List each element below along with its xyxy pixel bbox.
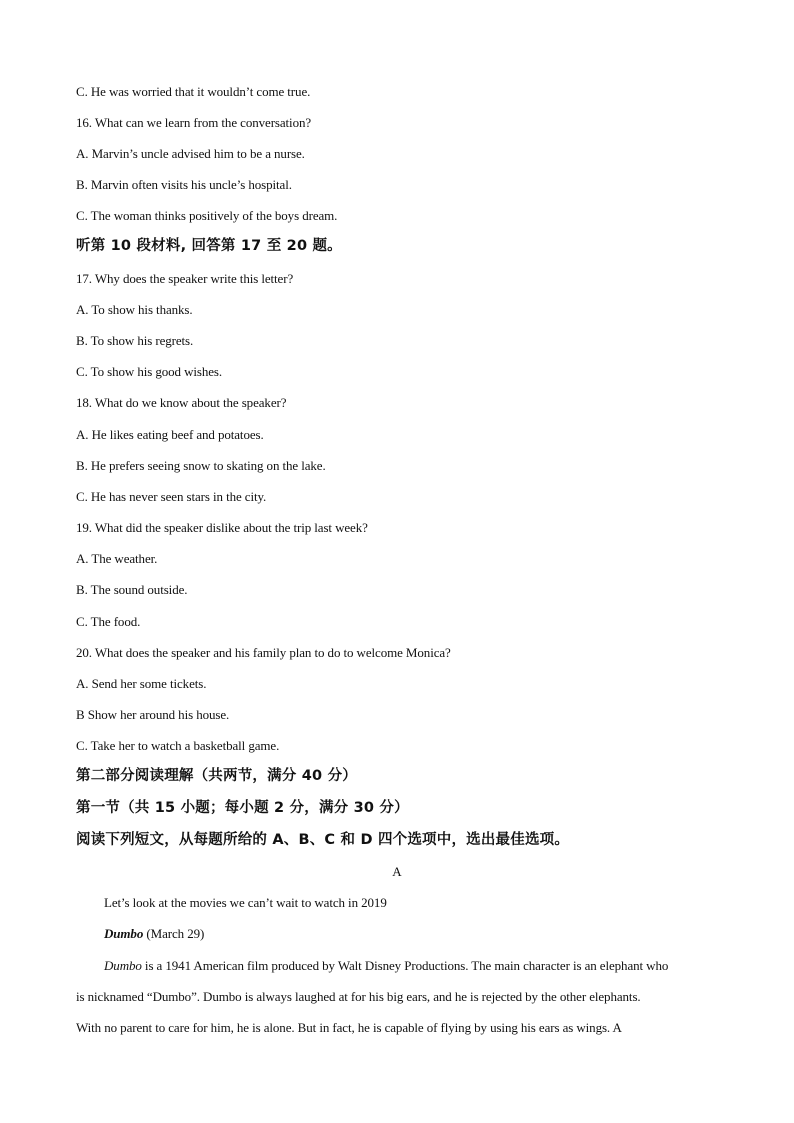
q19-option-a: A. The weather.	[76, 551, 158, 566]
question-19: 19. What did the speaker dislike about the trip last week?	[76, 520, 368, 535]
question-17: 17. Why does the speaker write this letter?	[76, 271, 294, 286]
q19-option-b: B. The sound outside.	[76, 582, 188, 597]
paragraph-movie-title: Dumbo	[104, 958, 142, 973]
q20-option-a: A. Send her some tickets.	[76, 676, 207, 691]
question-20: 20. What does the speaker and his family plan to do to welcome Monica?	[76, 645, 451, 660]
q16-option-c: C. The woman thinks positively of the boys dream.	[76, 208, 338, 223]
q20-option-c: C. Take her to watch a basketball game.	[76, 738, 280, 753]
q19-option-c: C. The food.	[76, 614, 141, 629]
passage-label: A	[392, 864, 402, 879]
q17-option-a: A. To show his thanks.	[76, 302, 193, 317]
movie-date: (March 29)	[143, 926, 205, 941]
question-16: 16. What can we learn from the conversation?	[76, 115, 312, 130]
q18-option-a: A. He likes eating beef and potatoes.	[76, 427, 264, 442]
paragraph-line-1: Dumbo is a 1941 American film produced by Walt Disney Productions. The main character is an elephant who	[104, 958, 669, 973]
paragraph-line-2: is nicknamed “Dumbo”. Dumbo is always laughed at for his big ears, and he is rejected by the other elephants.	[76, 989, 641, 1004]
q17-option-b: B. To show his regrets.	[76, 333, 194, 348]
paragraph-line-3: With no parent to care for him, he is alone. But in fact, he is capable of flying by using his ears as wings. A	[76, 1020, 622, 1035]
reading-instructions: 阅读下列短文，从每题所给的 A、B、C 和 D 四个选项中，选出最佳选项。	[76, 832, 570, 848]
q18-option-b: B. He prefers seeing snow to skating on the lake.	[76, 458, 326, 473]
q16-option-a: A. Marvin’s uncle advised him to be a nurse.	[76, 146, 305, 161]
section-1-heading: 第一节（共 15 小题；每小题 2 分，满分 30 分）	[76, 800, 409, 816]
movie-title: Dumbo	[104, 926, 144, 941]
movie-paragraph	[76, 950, 726, 1043]
q15-option-c: C. He was worried that it wouldn’t come true.	[76, 84, 311, 99]
q18-option-c: C. He has never seen stars in the city.	[76, 489, 267, 504]
question-18: 18. What do we know about the speaker?	[76, 395, 287, 410]
section-10-heading: 听第 10 段材料, 回答第 17 至 20 题。	[76, 238, 342, 254]
part-2-heading: 第二部分阅读理解（共两节，满分 40 分）	[76, 768, 357, 784]
passage-intro: Let’s look at the movies we can’t wait to watch in 2019	[104, 895, 387, 910]
q20-option-b: B Show her around his house.	[76, 707, 230, 722]
movie-heading	[104, 926, 204, 942]
q17-option-c: C. To show his good wishes.	[76, 364, 223, 379]
q16-option-b: B. Marvin often visits his uncle’s hospital.	[76, 177, 292, 192]
